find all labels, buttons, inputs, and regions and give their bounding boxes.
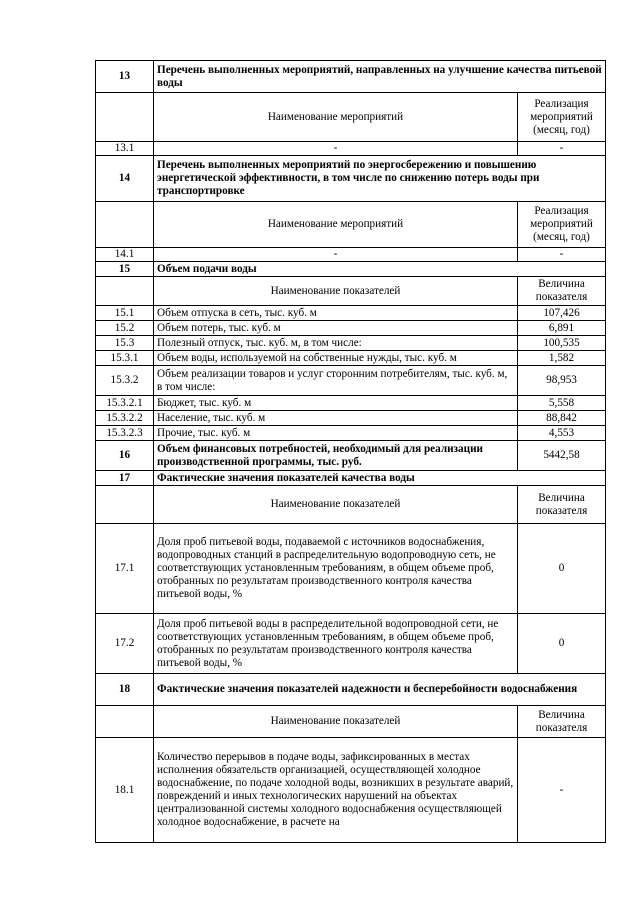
section-title: Объем финансовых потребностей, необходимый для реализации производственной программы, тыс. руб.: [154, 441, 518, 471]
row-value: 98,953: [518, 366, 606, 396]
row-name: Прочие, тыс. куб. м: [154, 426, 518, 441]
section-header: [96, 674, 606, 706]
section-title: Фактические значения показателей качества воды: [154, 471, 606, 486]
table-row: [96, 614, 606, 674]
section-title: Объем подачи воды: [154, 262, 606, 277]
table-row: [96, 738, 606, 843]
column-header-row: [96, 202, 606, 248]
row-name: Объем реализации товаров и услуг сторонним потребителям, тыс. куб. м, в том числе:: [154, 366, 518, 396]
data-table: [95, 60, 606, 843]
table-row: [96, 336, 606, 351]
row-name: Объем потерь, тыс. куб. м: [154, 321, 518, 336]
row-number: 15.3.2: [96, 366, 154, 396]
section-header: [96, 441, 606, 471]
column-header-name: Наименование показателей: [154, 277, 518, 306]
row-number: 14.1: [96, 248, 154, 262]
column-header-value: Величина показателя: [518, 486, 606, 524]
row-value: 6,891: [518, 321, 606, 336]
column-header-name: Наименование показателей: [154, 486, 518, 524]
row-value: 0: [518, 524, 606, 614]
row-number: 15.3.1: [96, 351, 154, 366]
section-number: 15: [96, 262, 154, 277]
section-title: Фактические значения показателей надежности и бесперебойности водоснабжения: [154, 674, 606, 706]
table-row: [96, 524, 606, 614]
table-row: [96, 142, 606, 156]
table-row: [96, 426, 606, 441]
row-number: 15.2: [96, 321, 154, 336]
column-header-value: Реализация мероприятий (месяц, год): [518, 202, 606, 248]
section-header: [96, 262, 606, 277]
row-name: Количество перерывов в подаче воды, зафиксированных в местах исполнения обязательств организацией, осуществляющей холодное водоснабжение, по подаче холодной воды, возникших в результате аварий, повреждений и иных технологических нарушений на объектах централизованной системы холодного водоснабжения осуществляющей холодное водоснабжение, в расчете на: [154, 738, 518, 843]
row-name: Бюджет, тыс. куб. м: [154, 396, 518, 411]
row-number: 15.3.2.3: [96, 426, 154, 441]
row-value: 0: [518, 614, 606, 674]
table-row: [96, 248, 606, 262]
row-number: 13.1: [96, 142, 154, 156]
column-header-name: Наименование мероприятий: [154, 93, 518, 142]
row-value: -: [518, 738, 606, 843]
section-header: [96, 61, 606, 93]
row-number: 17.2: [96, 614, 154, 674]
row-number: 17.1: [96, 524, 154, 614]
row-value: 1,582: [518, 351, 606, 366]
row-name: Объем отпуска в сеть, тыс. куб. м: [154, 306, 518, 321]
table-row: [96, 396, 606, 411]
row-name: -: [154, 248, 518, 262]
section-header: [96, 156, 606, 202]
column-header-value: Реализация мероприятий (месяц, год): [518, 93, 606, 142]
section-title: Перечень выполненных мероприятий, направленных на улучшение качества питьевой воды: [154, 61, 606, 93]
row-value: -: [518, 142, 606, 156]
row-number: 18.1: [96, 738, 154, 843]
row-number: 15.3.2.1: [96, 396, 154, 411]
section-number: 16: [96, 441, 154, 471]
row-name: Полезный отпуск, тыс. куб. м, в том числе:: [154, 336, 518, 351]
table-row: [96, 306, 606, 321]
row-value: 100,535: [518, 336, 606, 351]
section-number: 17: [96, 471, 154, 486]
row-value: -: [518, 248, 606, 262]
row-name: Доля проб питьевой воды в распределительной водопроводной сети, не соответствующих установленным требованиям, в общем объеме проб, отобранных по результатам производственного контроля качества питьевой воды, %: [154, 614, 518, 674]
row-name: Объем воды, используемой на собственные нужды, тыс. куб. м: [154, 351, 518, 366]
row-name: -: [154, 142, 518, 156]
column-header-value: Величина показателя: [518, 277, 606, 306]
row-value: 5,558: [518, 396, 606, 411]
column-header-row: [96, 706, 606, 738]
section-number: 14: [96, 156, 154, 202]
section-number: 18: [96, 674, 154, 706]
column-header-row: [96, 93, 606, 142]
column-header-row: [96, 277, 606, 306]
section-number: 13: [96, 61, 154, 93]
column-header-value: Величина показателя: [518, 706, 606, 738]
row-value: 5442,58: [518, 441, 606, 471]
row-name: Население, тыс. куб. м: [154, 411, 518, 426]
row-number: 15.3: [96, 336, 154, 351]
table-row: [96, 351, 606, 366]
column-header-name: Наименование показателей: [154, 706, 518, 738]
column-header-name: Наименование мероприятий: [154, 202, 518, 248]
row-value: 4,553: [518, 426, 606, 441]
column-header-row: [96, 486, 606, 524]
row-value: 88,842: [518, 411, 606, 426]
table-row: [96, 411, 606, 426]
section-header: [96, 471, 606, 486]
row-name: Доля проб питьевой воды, подаваемой с источников водоснабжения, водопроводных станций в распределительную водопроводную сеть, не соответствующих установленным требованиям, в общем объеме проб, отобранных по результатам производственного контроля качества питьевой воды, %: [154, 524, 518, 614]
row-value: 107,426: [518, 306, 606, 321]
row-number: 15.1: [96, 306, 154, 321]
row-number: 15.3.2.2: [96, 411, 154, 426]
section-title: Перечень выполненных мероприятий по энергосбережению и повышению энергетической эффективности, в том числе по снижению потерь воды при транспортировке: [154, 156, 606, 202]
table-row: [96, 321, 606, 336]
table-row: [96, 366, 606, 396]
